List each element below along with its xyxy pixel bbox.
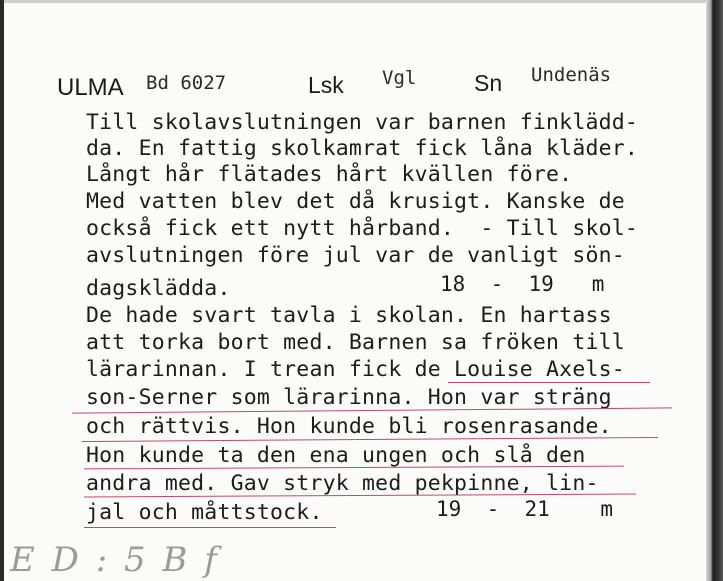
page-reference: 18 - 19 m <box>440 272 605 296</box>
text-line: andra med. Gav stryk med pekpinne, lin- <box>86 471 599 496</box>
card-right-edge <box>706 0 723 581</box>
text-line: och rättvis. Hon kunde bli rosenrasande. <box>86 414 612 439</box>
text-line: också fick ett nytt hårband. - Till skol- <box>86 216 639 241</box>
underline-mark <box>448 382 650 383</box>
text-line: Långt hår flätades hårt kvällen före. <box>86 162 573 187</box>
text-line: De hade svart tavla i skolan. En hartass <box>86 303 612 328</box>
archive-card <box>4 0 706 581</box>
underline-mark <box>84 527 336 528</box>
lsk-label: Lsk <box>308 72 344 98</box>
card-header <box>4 0 706 110</box>
text-line: Hon kunde ta den ena ungen och slå den <box>86 443 586 468</box>
sn-label: Sn <box>474 70 503 96</box>
text-line: Med vatten blev det då krusigt. Kanske de <box>86 189 625 214</box>
text-line: Till skolavslutningen var barnen finklädd- <box>86 110 639 135</box>
text-line: son-Serner som lärarinna. Hon var sträng <box>86 385 612 410</box>
text-line: da. En fattig skolkamrat fick låna kläder. <box>86 136 639 161</box>
text-line: dagsklädda. <box>86 276 231 301</box>
page-reference: 19 - 21 m <box>436 497 614 521</box>
sn-value: Undenäs <box>531 64 612 86</box>
text-line: lärarinnan. I trean fick de Louise Axels- <box>86 357 625 382</box>
archive-name: ULMA <box>57 74 124 101</box>
lsk-value: Vgl <box>382 67 417 89</box>
volume-number: Bd 6027 <box>146 72 227 94</box>
text-line: avslutningen före jul var de vanligt sön- <box>86 243 625 268</box>
text-line: att torka bort med. Barnen sa fröken till <box>86 330 625 355</box>
archive-stamp: E D : 5 B f <box>10 540 220 580</box>
card-top-edge <box>4 0 706 3</box>
text-line: jal och måttstock. <box>86 500 323 525</box>
